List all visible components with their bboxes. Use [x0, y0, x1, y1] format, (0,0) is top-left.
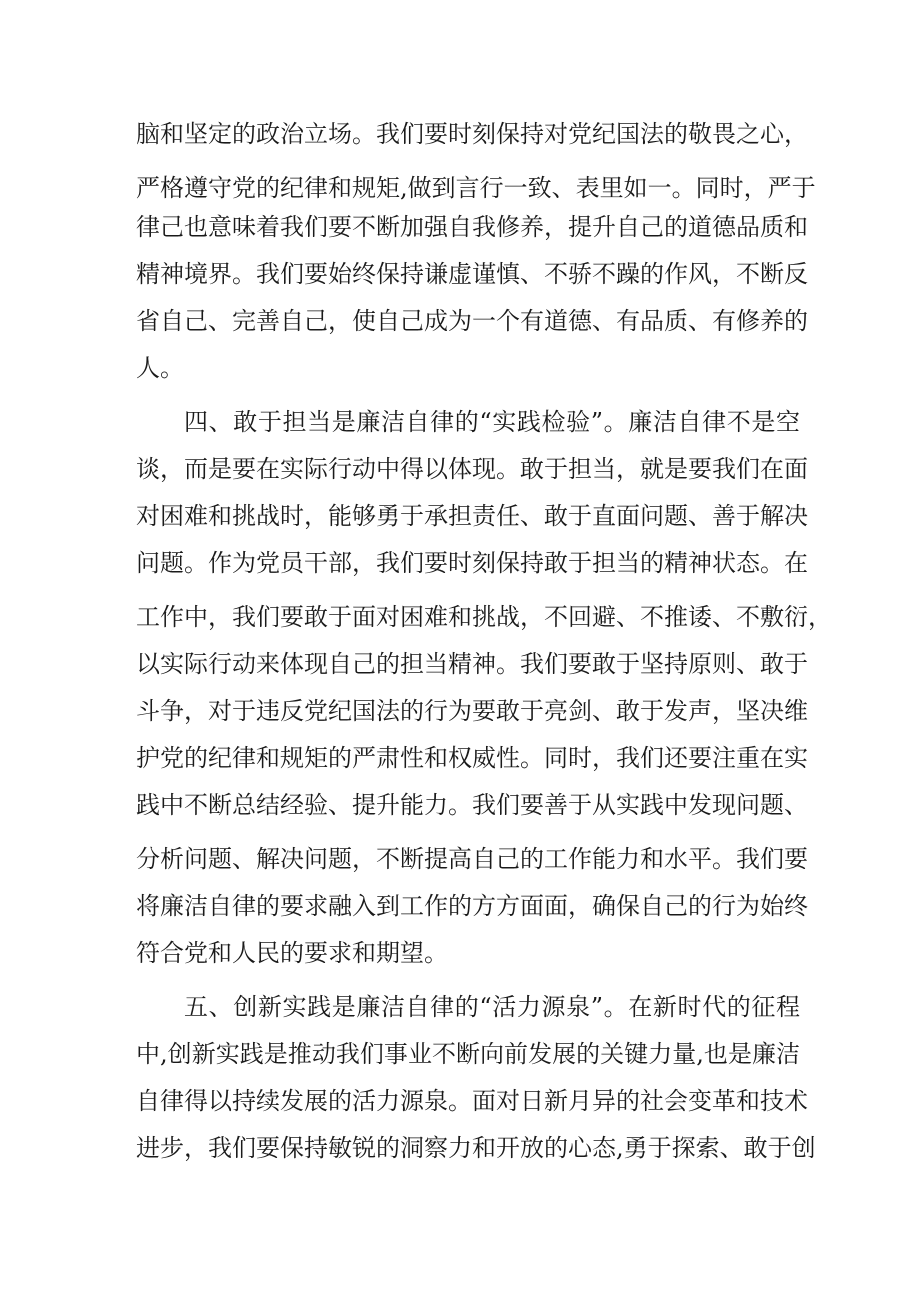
text-line: 将廉洁自律的要求融入到工作的方方面面，确保自己的行为始终 — [136, 892, 808, 920]
text-line: 人。 — [136, 354, 184, 382]
text-line: 分析问题、解决问题，不断提高自己的工作能力和水平。我们要 — [136, 845, 808, 873]
text-line: 对困难和挑战时，能够勇于承担责任、敢于直面问题、善于解决 — [136, 502, 808, 530]
text-line: 以实际行动来体现自己的担当精神。我们要敢于坚持原则、敢于 — [136, 650, 808, 678]
text-line: 谈，而是要在实际行动中得以体现。敢于担当，就是要我们在面 — [136, 455, 808, 483]
section-five-heading-line: 五、创新实践是廉洁自律的“活力源泉”。在新时代的征程 — [184, 993, 800, 1021]
text-line: 律己也意味着我们要不断加强自我修养，提升自己的道德品质和 — [136, 213, 808, 241]
text-line: 自律得以持续发展的活力源泉。面对日新月异的社会变革和技术 — [136, 1087, 808, 1115]
text-line: 问题。作为党员干部，我们要时刻保持敢于担当的精神状态。在 — [136, 549, 808, 577]
text-line: 进步，我们要保持敏锐的洞察力和开放的心态,勇于探索、敢于创 — [136, 1134, 816, 1162]
text-line: 精神境界。我们要始终保持谦虚谨慎、不骄不躁的作风，不断反 — [136, 260, 808, 288]
text-line: 斗争，对于违反党纪国法的行为要敢于亮剑、敢于发声，坚决维 — [136, 697, 808, 725]
text-line: 脑和坚定的政治立场。我们要时刻保持对党纪国法的敬畏之心， — [136, 120, 808, 148]
text-line: 工作中，我们要敢于面对困难和挑战，不回避、不推诿、不敷衍， — [136, 603, 832, 631]
text-line: 践中不断总结经验、提升能力。我们要善于从实践中发现问题、 — [136, 791, 808, 819]
text-line: 护党的纪律和规矩的严肃性和权威性。同时，我们还要注重在实 — [136, 744, 808, 772]
text-line: 严格遵守党的纪律和规矩,做到言行一致、表里如一。同时，严于 — [136, 174, 816, 202]
text-line: 中,创新实践是推动我们事业不断向前发展的关键力量,也是廉洁 — [136, 1040, 800, 1068]
text-line: 省自己、完善自己，使自己成为一个有道德、有品质、有修养的 — [136, 307, 808, 335]
section-four-heading-line: 四、敢于担当是廉洁自律的“实践检验”。廉洁自律不是空 — [184, 408, 800, 436]
text-line: 符合党和人民的要求和期望。 — [136, 939, 448, 967]
